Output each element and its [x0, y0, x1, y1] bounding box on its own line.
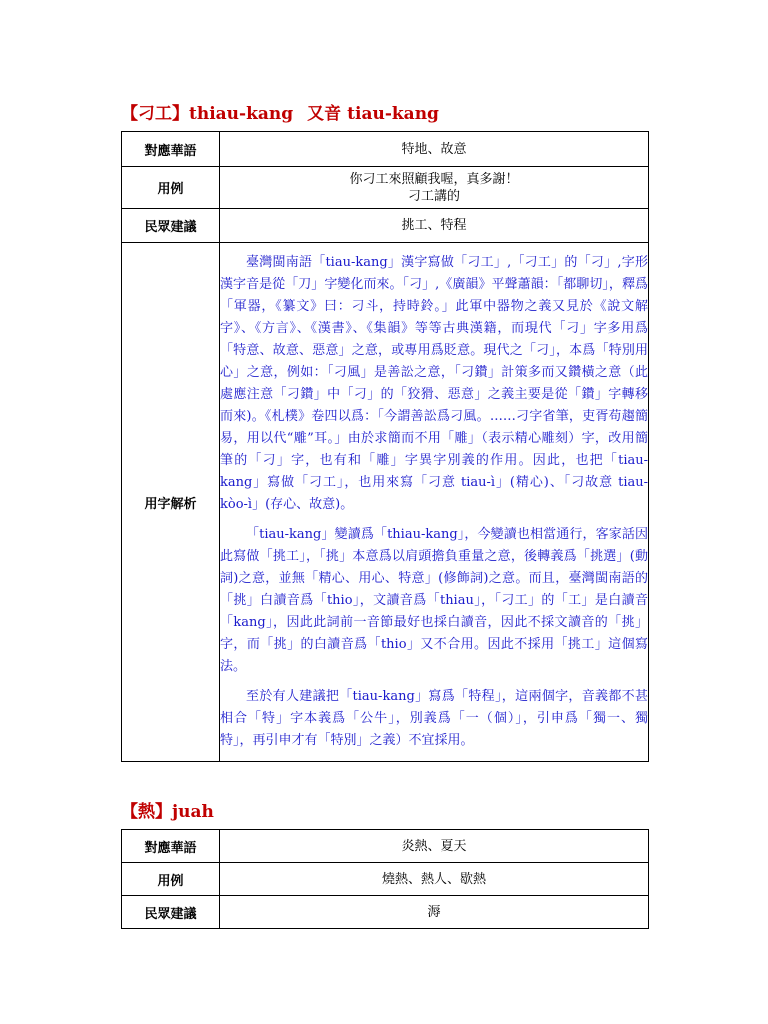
- row-label-suggestion: 民眾建議: [122, 209, 220, 243]
- table-row: [122, 863, 649, 896]
- row-value-mandarin: 特地、故意: [220, 132, 649, 167]
- table-row: [122, 209, 649, 243]
- row-label-example: 用例: [122, 863, 220, 896]
- entry-table: [121, 829, 649, 929]
- row-value-suggestion: 溽: [220, 896, 649, 929]
- title-bracket-close: 】: [155, 802, 172, 822]
- title-romanization: juah: [172, 802, 214, 822]
- row-value-mandarin: 炎熱、夏天: [220, 830, 649, 863]
- row-value-example: 燒熱、熱人、歇熱: [220, 863, 649, 896]
- entry-title: [121, 797, 214, 822]
- title-romanization: thiau-kang: [189, 104, 294, 124]
- table-row: [122, 830, 649, 863]
- table-row: [122, 167, 649, 209]
- entry-table: [121, 131, 649, 762]
- title-word: 刁工: [138, 104, 172, 124]
- analysis-paragraph: 「tiau-kang」變讀爲「thiau-kang」，今變讀也相當通行，客家話因此寫做「挑工」，「挑」本意爲以肩頭擔負重量之意，後轉義爲「挑選」(動詞)之意，並無「精心、用心、特意」(修飾詞)之意。而且，臺灣閩南語的「挑」白讀音爲「thio」，文讀音爲「thiau」，「刁工」的「工」是白讀音「kang」，因此此詞前一音節最好也採白讀音，因此不採文讀音的「挑」字，而「挑」的白讀音爲「thio」又不合用。因此不採用「挑工」這個寫法。: [220, 527, 648, 674]
- title-word: 熱: [138, 802, 155, 822]
- example-line: 刁工講的: [407, 188, 460, 204]
- title-alt-label: 又音: [307, 104, 342, 124]
- table-row: [122, 243, 649, 762]
- title-bracket-open: 【: [121, 104, 138, 124]
- title-bracket-close: 】: [172, 104, 189, 124]
- table-row: [122, 132, 649, 167]
- row-value-example: [220, 167, 649, 209]
- row-value-suggestion: 挑工、特程: [220, 209, 649, 243]
- table-row: [122, 896, 649, 929]
- row-label-example: 用例: [122, 167, 220, 209]
- row-label-suggestion: 民眾建議: [122, 896, 220, 929]
- analysis-paragraph: 至於有人建議把「tiau-kang」寫爲「特程」，這兩個字，音義都不甚相合「特」字本義爲「公牛」，別義爲「一（個）」，引申爲「獨一、獨特」，再引申才有「特別」之義）不宜採用。: [220, 689, 648, 748]
- analysis-text: [220, 243, 649, 762]
- row-label-mandarin: 對應華語: [122, 830, 220, 863]
- title-bracket-open: 【: [121, 802, 138, 822]
- row-label-analysis: 用字解析: [122, 243, 220, 762]
- entry-title: [121, 99, 439, 124]
- analysis-paragraph: 臺灣閩南語「tiau-kang」漢字寫做「刁工」,「刁工」的「刁」,字形漢字音是從「刀」字變化而來。「刁」,《廣韻》平聲蕭韻：「都聊切」，釋爲「軍器，《纂文》曰：刁斗，持時鈴。」此軍中器物之義又見於《說文解字》、《方言》、《漢書》、《集韻》等等古典漢籍，而現代「刁」字多用爲「特意、故意、惡意」之意，或專用爲貶意。現代之「刁」，本爲「特別用心」之意，例如：「刁風」是善訟之意，「刁鑽」計策多而又鑽橫之意（此處應注意「刁鑽」中「刁」的「狡猾、惡意」之義主要是從「鑽」字轉移而來)。《札樸》卷四以爲：「今謂善訟爲刁風。……刁字省筆，吏胥苟趨簡易，用以代“雕”耳。」由於求簡而不用「雕」（表示精心雕刻）字，改用簡筆的「刁」字，也有和「雕」字異字別義的作用。因此，也把「tiau-kang」寫做「刁工」，也用來寫「刁意 tiau-ì」(精心)、「刁故意 tiau-kòo-ì」(存心、故意)。: [220, 255, 648, 512]
- example-line: 你刁工來照顧我喔，真多謝！: [349, 171, 519, 187]
- row-label-mandarin: 對應華語: [122, 132, 220, 167]
- title-alt-romanization: tiau-kang: [347, 104, 439, 124]
